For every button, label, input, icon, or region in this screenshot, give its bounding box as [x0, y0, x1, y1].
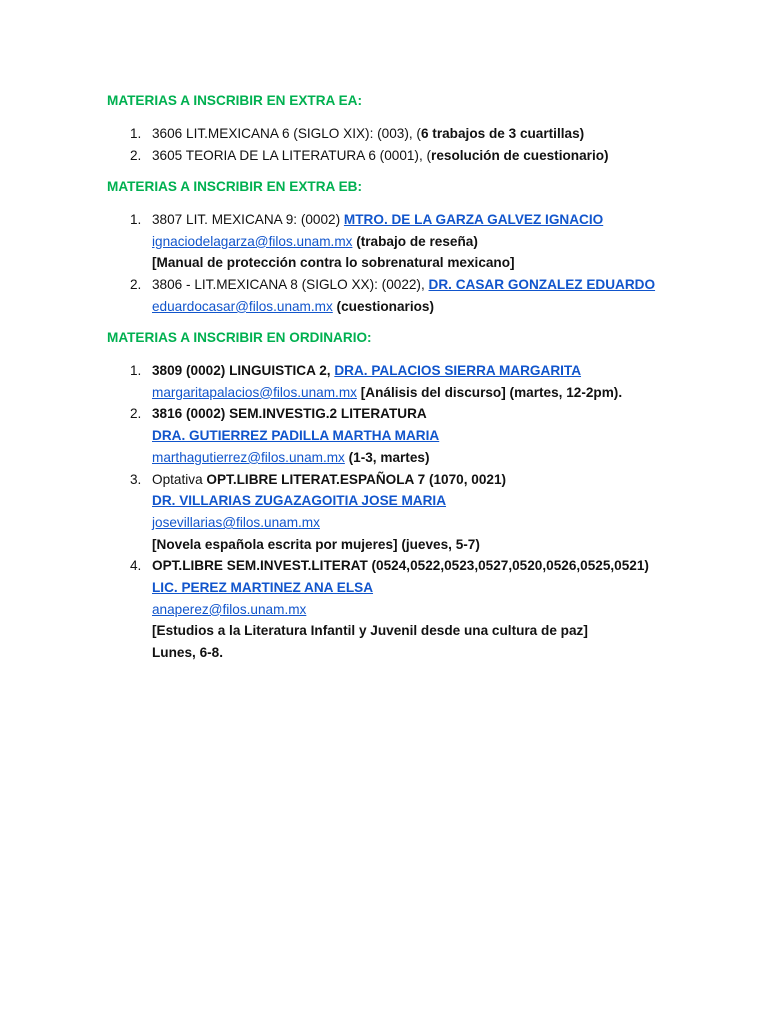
list-extra-eb — [0, 209, 768, 318]
item-number: 2. — [130, 277, 142, 293]
course-text: 3605 TEORIA DE LA LITERATURA 6 (0001), ( — [152, 147, 432, 163]
course-work: (cuestionarios) — [332, 298, 434, 314]
course-schedule: (1-3, martes) — [344, 449, 430, 465]
course-work: resolución de cuestionario) — [431, 147, 609, 163]
course-work: (trabajo de reseña) — [352, 233, 478, 249]
list-item — [0, 209, 768, 274]
email-link[interactable]: anaperez@filos.unam.mx — [152, 601, 307, 617]
list-item — [0, 469, 768, 556]
teacher-link[interactable]: DRA. PALACIOS SIERRA MARGARITA — [334, 363, 582, 378]
item-number: 4. — [130, 558, 142, 574]
email-link[interactable]: eduardocasar@filos.unam.mx — [152, 298, 333, 314]
item-number: 3. — [130, 471, 142, 487]
heading-extra-ea: MATERIAS A INSCRIBIR EN EXTRA EA: — [107, 93, 363, 108]
email-link[interactable]: marthagutierrez@filos.unam.mx — [152, 449, 345, 465]
list-item — [0, 360, 768, 403]
course-schedule: Lunes, 6-8. — [152, 645, 224, 661]
course-text: 3806 - LIT.MEXICANA 8 (SIGLO XX): (0022), — [152, 277, 429, 293]
course-work: 6 trabajos de 3 cuartillas) — [420, 126, 585, 141]
item-number: 2. — [130, 147, 142, 163]
course-topic: [Novela española escrita por mujeres] (jueves, 5-7) — [152, 536, 480, 552]
heading-extra-eb: MATERIAS A INSCRIBIR EN EXTRA EB: — [107, 179, 363, 194]
course-text: 3807 LIT. MEXICANA 9: (0002) — [152, 212, 344, 227]
item-number: 1. — [130, 363, 142, 378]
list-item — [0, 145, 768, 167]
teacher-link[interactable]: LIC. PEREZ MARTINEZ ANA ELSA — [152, 580, 374, 596]
course-topic: [Manual de protección contra lo sobrenatural mexicano] — [152, 255, 515, 271]
course-topic: [Estudios a la Literatura Infantil y Juvenil desde una cultura de paz] — [152, 623, 588, 639]
email-link[interactable]: josevillarias@filos.unam.mx — [152, 514, 320, 530]
teacher-link[interactable]: DRA. GUTIERREZ PADILLA MARTHA MARIA — [152, 428, 440, 444]
list-item — [0, 274, 768, 317]
course-text: 3809 (0002) LINGUISTICA 2, — [152, 363, 335, 378]
teacher-link[interactable]: MTRO. DE LA GARZA GALVEZ IGNACIO — [343, 212, 604, 227]
course-prefix: Optativa — [152, 471, 207, 487]
list-item — [0, 123, 768, 145]
course-text: OPT.LIBRE LITERAT.ESPAÑOLA 7 (1070, 0021) — [206, 471, 507, 487]
course-text: 3816 (0002) SEM.INVESTIG.2 LITERATURA — [152, 406, 427, 422]
teacher-link[interactable]: DR. VILLARIAS ZUGAZAGOITIA JOSE MARIA — [152, 493, 447, 509]
list-extra-ea — [0, 123, 768, 166]
course-text: 3606 LIT.MEXICANA 6 (SIGLO XIX): (003), ( — [152, 126, 421, 141]
item-number: 2. — [130, 406, 142, 422]
list-item — [0, 555, 768, 664]
heading-ordinario: MATERIAS A INSCRIBIR EN ORDINARIO: — [107, 330, 372, 345]
item-number: 1. — [130, 212, 142, 227]
teacher-link[interactable]: DR. CASAR GONZALEZ EDUARDO — [428, 277, 656, 293]
item-number: 1. — [130, 126, 142, 141]
list-ordinario — [0, 360, 768, 664]
email-link[interactable]: margaritapalacios@filos.unam.mx — [152, 384, 357, 400]
course-text: OPT.LIBRE SEM.INVEST.LITERAT (0524,0522,0523,0527,0520,0526,0525,0521) — [152, 558, 649, 574]
list-item — [0, 403, 768, 468]
email-link[interactable]: ignaciodelagarza@filos.unam.mx — [152, 233, 353, 249]
course-schedule: [Análisis del discurso] (martes, 12-2pm). — [356, 384, 623, 400]
